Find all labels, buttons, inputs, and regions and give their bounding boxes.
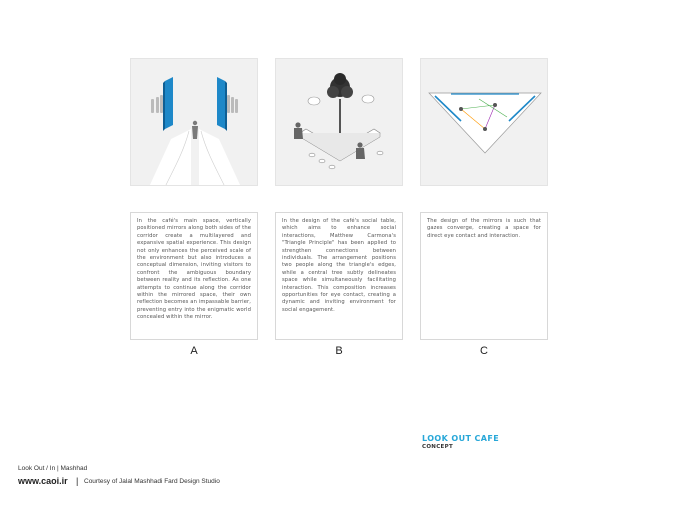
mirror-left <box>165 77 173 129</box>
mirror-right-edge <box>225 81 227 131</box>
footer-location: Look Out / In | Mashhad <box>18 465 88 472</box>
label-a: A <box>190 345 198 357</box>
mirror-left-edge <box>163 81 165 131</box>
diagram-c-mirror-plan <box>420 58 548 186</box>
visitor-figure <box>192 121 198 139</box>
project-subtitle: CONCEPT <box>422 444 453 450</box>
description-c: The design of the mirrors is such that gazes converge, creating a space for direct eye contact and interaction. <box>420 212 548 340</box>
description-b: In the design of the café's social table, which aims to enhance social interactions, Matthew Carmona's "Triangle Principle" has been applied to strengthen connections between individuals. The arrangement positions two people along the triangle's edges, while a central tree subtly delineates space while simultaneously facilitating interaction. This composition increases opportunities for eye contact, creating a dynamic and inviting environment for social engagement. <box>275 212 403 340</box>
reflections-left <box>151 95 163 113</box>
mirror-right <box>217 77 225 129</box>
triangle-plan <box>429 93 541 153</box>
seated-person-left <box>294 122 303 139</box>
diagram-b-social-table <box>275 58 403 186</box>
footer-credit: Courtesy of Jalal Mashhadi Fard Design Studio <box>84 478 220 485</box>
diagram-a-mirrored-corridor <box>130 58 258 186</box>
tree-icon <box>327 73 353 139</box>
footer-separator: | <box>76 476 79 486</box>
reflections-right <box>227 95 238 113</box>
description-a: In the café's main space, vertically positioned mirrors along both sides of the corridor create a multilayered and expansive spatial experience. This design not only enhances the perceived scale of the environment but also introduces a conceptual dimension, inviting visitors to confront the ambiguous boundary between reality and its reflection. As one attempts to continue along the corridor within the mirrored space, their own reflection becomes an impassable barrier, preventing entry into the enigmatic world concealed within the mirror. <box>130 212 258 340</box>
project-title: LOOK OUT CAFE <box>422 434 500 443</box>
label-c: C <box>480 345 488 357</box>
label-b: B <box>335 345 343 357</box>
footer-site-link[interactable]: www.caoi.ir <box>18 476 68 486</box>
